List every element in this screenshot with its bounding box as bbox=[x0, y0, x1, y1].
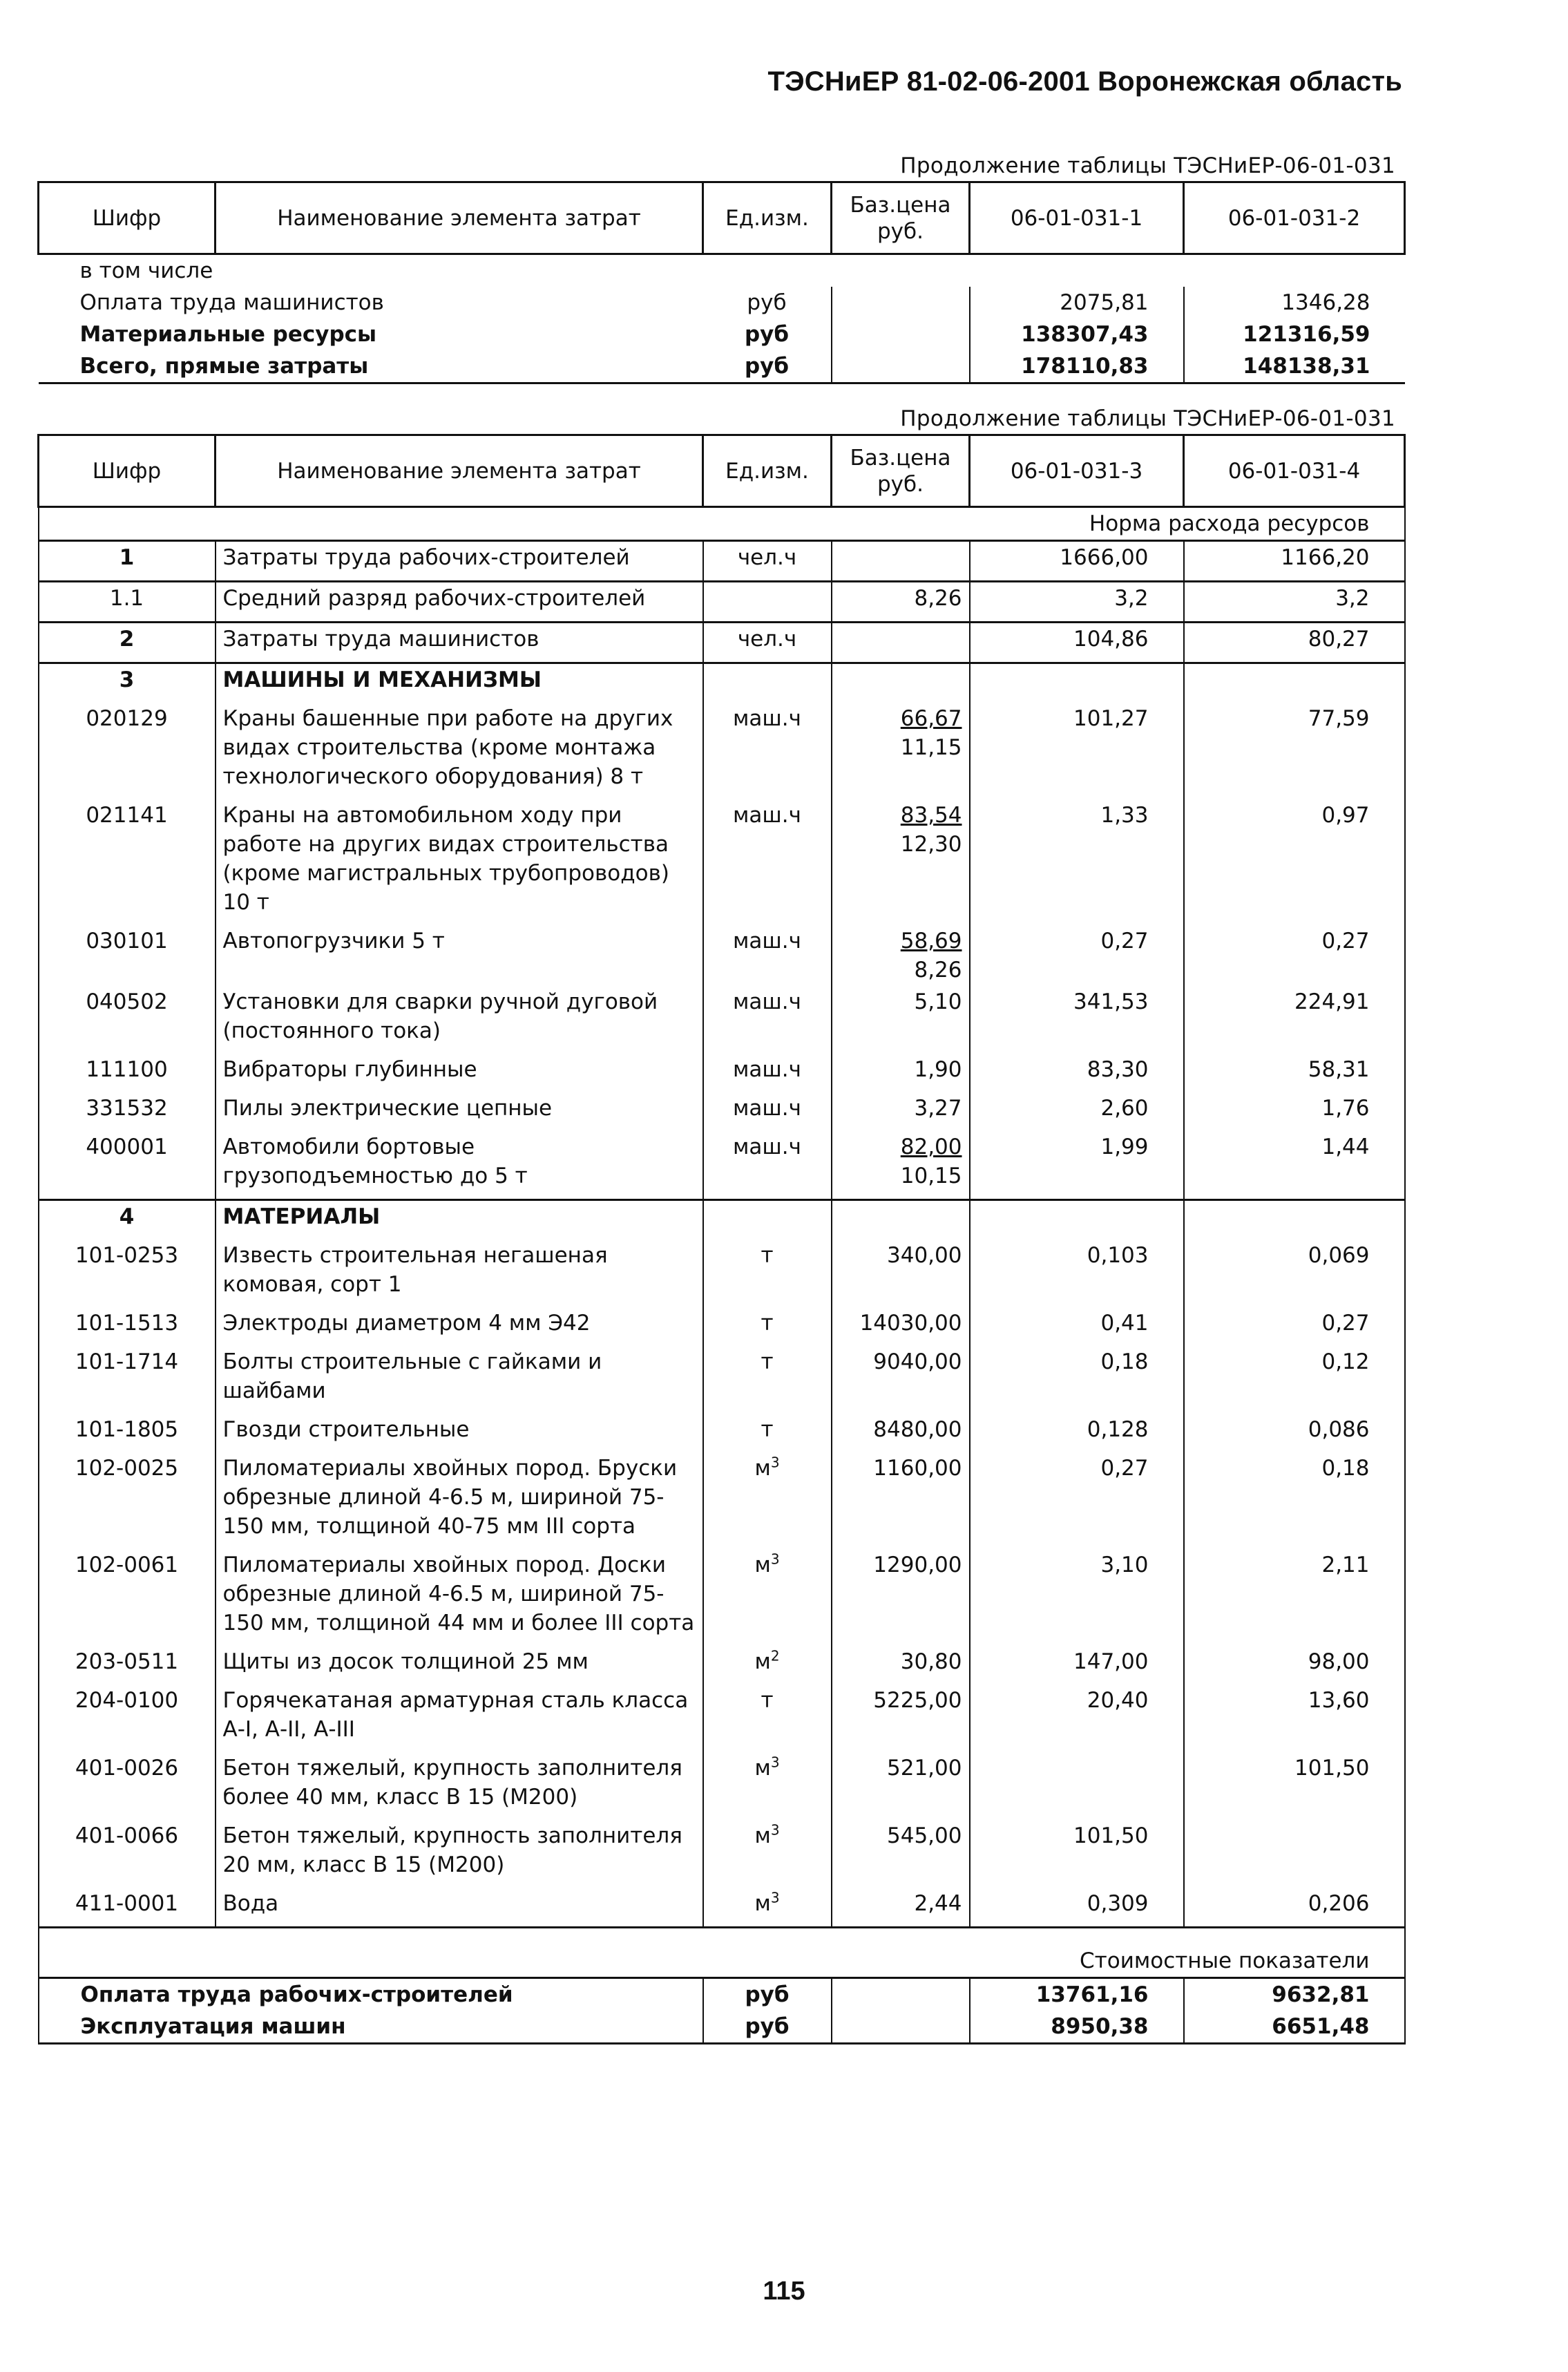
value-variant-3 bbox=[970, 1752, 1184, 1820]
table-row bbox=[39, 663, 1405, 703]
base-price: 340,00 bbox=[887, 1243, 962, 1268]
resource-code: 401-0066 bbox=[39, 1820, 216, 1888]
value-variant-4: 0,086 bbox=[1184, 1414, 1405, 1452]
resource-name: Электроды диаметром 4 мм Э42 bbox=[216, 1307, 703, 1346]
value-variant-3: 147,00 bbox=[970, 1646, 1184, 1685]
base-price-operator-wage: 10,15 bbox=[900, 1164, 962, 1188]
unit-text: м bbox=[754, 1891, 771, 1916]
unit-cell bbox=[703, 1092, 832, 1131]
value-variant-2: 148138,31 bbox=[1184, 350, 1405, 383]
table-row bbox=[39, 1092, 1405, 1131]
value-variant-3: 0,128 bbox=[970, 1414, 1184, 1452]
cost-item-name: Оплата труда машинистов bbox=[79, 290, 384, 315]
resource-name: Пиломатериалы хвойных пород. Доски обрезные длиной 4-6.5 м, шириной 75-150 мм, толщиной 44 мм и более III сорта bbox=[216, 1549, 703, 1646]
resource-code: 101-1714 bbox=[39, 1346, 216, 1414]
unit-cell bbox=[703, 1752, 832, 1820]
resource-code: 101-1513 bbox=[39, 1307, 216, 1346]
unit-text: маш.ч bbox=[733, 1057, 801, 1082]
value-variant-3: 0,18 bbox=[970, 1346, 1184, 1414]
base-price-cell bbox=[832, 287, 970, 319]
resource-table-2 bbox=[37, 434, 1406, 2044]
unit-cell bbox=[703, 1346, 832, 1414]
unit-cell bbox=[703, 1200, 832, 1240]
col-header-base-price: Баз.цена руб. bbox=[832, 435, 970, 507]
resource-code: 3 bbox=[39, 663, 216, 703]
unit-cell bbox=[703, 1240, 832, 1307]
unit-text: маш.ч bbox=[733, 706, 801, 731]
unit-text: чел.ч bbox=[737, 627, 797, 652]
value-variant-4: 13,60 bbox=[1184, 1685, 1405, 1752]
resource-code: 204-0100 bbox=[39, 1685, 216, 1752]
unit-cell: руб bbox=[703, 2011, 832, 2044]
resource-code: 331532 bbox=[39, 1092, 216, 1131]
table-row bbox=[39, 350, 1405, 383]
table-row bbox=[39, 1200, 1405, 1240]
table-row bbox=[39, 1054, 1405, 1092]
unit-exponent: 3 bbox=[770, 1889, 780, 1906]
value-variant-4: 1166,20 bbox=[1184, 541, 1405, 582]
table-row bbox=[39, 986, 1405, 1054]
table-row bbox=[39, 799, 1405, 925]
resource-code: 401-0026 bbox=[39, 1752, 216, 1820]
unit-text: маш.ч bbox=[733, 1135, 801, 1159]
resource-code: 4 bbox=[39, 1200, 216, 1240]
resource-name: Краны башенные при работе на других видах строительства (кроме монтажа технологического оборудования) 8 т bbox=[216, 703, 703, 799]
base-price-operator-wage: 8,26 bbox=[914, 958, 962, 983]
value-variant-3: 1,99 bbox=[970, 1131, 1184, 1200]
unit-text: т bbox=[761, 1349, 774, 1374]
unit-cell bbox=[703, 1888, 832, 1928]
unit-cell bbox=[703, 663, 832, 703]
unit-cell bbox=[703, 986, 832, 1054]
value-variant-4: 6651,48 bbox=[1184, 2011, 1405, 2044]
unit-text: чел.ч bbox=[737, 545, 797, 570]
base-price-cell bbox=[832, 1346, 970, 1414]
col-header-variant-3: 06-01-031-3 bbox=[970, 435, 1184, 507]
table-row bbox=[39, 582, 1405, 623]
table-row bbox=[39, 1452, 1405, 1549]
resource-name: Болты строительные с гайками и шайбами bbox=[216, 1346, 703, 1414]
base-price-operator-wage: 11,15 bbox=[900, 735, 962, 760]
value-variant-3: 1666,00 bbox=[970, 541, 1184, 582]
base-price: 5,10 bbox=[914, 989, 962, 1014]
value-variant-3: 101,50 bbox=[970, 1820, 1184, 1888]
value-variant-4: 1,76 bbox=[1184, 1092, 1405, 1131]
base-price: 3,27 bbox=[914, 1096, 962, 1121]
base-price-cell bbox=[832, 1131, 970, 1200]
base-price: 1290,00 bbox=[873, 1553, 962, 1577]
col-header-variant-2: 06-01-031-2 bbox=[1184, 182, 1405, 254]
unit-exponent: 3 bbox=[770, 1754, 780, 1771]
resource-code: 411-0001 bbox=[39, 1888, 216, 1928]
resource-code: 101-1805 bbox=[39, 1414, 216, 1452]
value-variant-3: 0,103 bbox=[970, 1240, 1184, 1307]
resource-code: 203-0511 bbox=[39, 1646, 216, 1685]
value-variant-4: 0,97 bbox=[1184, 799, 1405, 925]
base-price: 9040,00 bbox=[873, 1349, 962, 1374]
base-price: 2,44 bbox=[914, 1891, 962, 1916]
unit-cell bbox=[703, 925, 832, 986]
resource-name: Вода bbox=[216, 1888, 703, 1928]
resource-code: 020129 bbox=[39, 703, 216, 799]
resource-name: Краны на автомобильном ходу при работе на других видах строительства (кроме магистральных трубопроводов) 10 т bbox=[216, 799, 703, 925]
base-price-cell bbox=[832, 986, 970, 1054]
unit-cell bbox=[703, 1307, 832, 1346]
unit-cell: руб bbox=[703, 1978, 832, 2011]
unit-cell bbox=[703, 1820, 832, 1888]
table2-continuation-label: Продолжение таблицы ТЭСНиЕР-06-01-031 bbox=[900, 406, 1395, 431]
resource-name: Затраты труда рабочих-строителей bbox=[216, 541, 703, 582]
base-price: 1,90 bbox=[914, 1057, 962, 1082]
table-row bbox=[39, 1240, 1405, 1307]
resource-table-1 bbox=[37, 181, 1406, 384]
resource-name: Пиломатериалы хвойных пород. Бруски обрезные длиной 4-6.5 м, шириной 75-150 мм, толщиной 40-75 мм III сорта bbox=[216, 1452, 703, 1549]
resource-code: 111100 bbox=[39, 1054, 216, 1092]
base-price-cell bbox=[832, 1240, 970, 1307]
base-price-cell bbox=[832, 663, 970, 703]
unit-text: м bbox=[754, 1649, 771, 1674]
unit-text: т bbox=[761, 1688, 774, 1713]
resource-name: Затраты труда машинистов bbox=[216, 623, 703, 663]
resource-name: Вибраторы глубинные bbox=[216, 1054, 703, 1092]
value-variant-4: 0,27 bbox=[1184, 925, 1405, 986]
value-variant-4: 77,59 bbox=[1184, 703, 1405, 799]
resource-code: 030101 bbox=[39, 925, 216, 986]
unit-text: м bbox=[754, 1823, 771, 1848]
unit-exponent: 3 bbox=[770, 1821, 780, 1839]
col-header-code: Шифр bbox=[39, 435, 216, 507]
unit-text: м bbox=[754, 1553, 771, 1577]
unit-cell bbox=[703, 582, 832, 623]
value-variant-1: 2075,81 bbox=[970, 287, 1184, 319]
cost-item-name: Материальные ресурсы bbox=[79, 322, 377, 347]
resource-code: 1 bbox=[39, 541, 216, 582]
unit-exponent: 3 bbox=[770, 1550, 780, 1568]
unit-cell bbox=[703, 1414, 832, 1452]
value-variant-3: 83,30 bbox=[970, 1054, 1184, 1092]
section-norm-label: Норма расхода ресурсов bbox=[39, 507, 1405, 541]
base-price: 1160,00 bbox=[873, 1456, 962, 1481]
table-row bbox=[39, 1346, 1405, 1414]
value-variant-1: 178110,83 bbox=[970, 350, 1184, 383]
base-price: 30,80 bbox=[900, 1649, 962, 1674]
base-price-cell bbox=[832, 1888, 970, 1928]
unit-text: маш.ч bbox=[733, 803, 801, 828]
value-variant-4: 0,18 bbox=[1184, 1452, 1405, 1549]
total-row bbox=[39, 2011, 1405, 2044]
total-name: Оплата труда рабочих-строителей bbox=[39, 1978, 703, 2011]
total-row bbox=[39, 1978, 1405, 2011]
col-header-variant-4: 06-01-031-4 bbox=[1184, 435, 1405, 507]
value-variant-3: 104,86 bbox=[970, 623, 1184, 663]
unit-cell bbox=[703, 1549, 832, 1646]
unit-cell: руб bbox=[744, 322, 790, 347]
section-row bbox=[39, 507, 1405, 541]
unit-cell bbox=[703, 1054, 832, 1092]
unit-cell bbox=[703, 1452, 832, 1549]
base-price-cell bbox=[832, 1200, 970, 1240]
unit-text: м bbox=[754, 1456, 771, 1481]
value-variant-3 bbox=[970, 1200, 1184, 1240]
col-header-name: Наименование элемента затрат bbox=[216, 182, 703, 254]
base-price-cell bbox=[832, 623, 970, 663]
resource-code: 400001 bbox=[39, 1131, 216, 1200]
total-name: Эксплуатация машин bbox=[39, 2011, 703, 2044]
unit-cell bbox=[703, 541, 832, 582]
table-row bbox=[39, 1414, 1405, 1452]
value-variant-2: 1346,28 bbox=[1281, 290, 1370, 315]
value-variant-3: 20,40 bbox=[970, 1685, 1184, 1752]
base-price-cell bbox=[832, 1414, 970, 1452]
table-row bbox=[39, 703, 1405, 799]
value-variant-3: 3,10 bbox=[970, 1549, 1184, 1646]
unit-text: маш.ч bbox=[733, 989, 801, 1014]
table-row bbox=[39, 623, 1405, 663]
unit-cell bbox=[703, 1685, 832, 1752]
unit-text: маш.ч bbox=[733, 929, 801, 953]
resource-name: Бетон тяжелый, крупность заполнителя более 40 мм, класс В 15 (М200) bbox=[216, 1752, 703, 1820]
base-price-cell bbox=[832, 799, 970, 925]
col-header-unit: Ед.изм. bbox=[703, 435, 832, 507]
cost-item-name: Всего, прямые затраты bbox=[39, 350, 703, 383]
base-price-cell bbox=[832, 1307, 970, 1346]
resource-name: Пилы электрические цепные bbox=[216, 1092, 703, 1131]
value-variant-3: 3,2 bbox=[970, 582, 1184, 623]
base-price: 83,54 bbox=[900, 803, 962, 828]
resource-name: Гвозди строительные bbox=[216, 1414, 703, 1452]
resource-code: 102-0061 bbox=[39, 1549, 216, 1646]
col-header-name: Наименование элемента затрат bbox=[216, 435, 703, 507]
resource-name: Автомобили бортовые грузоподъемностью до 5 т bbox=[216, 1131, 703, 1200]
resource-code: 021141 bbox=[39, 799, 216, 925]
base-price-cell bbox=[832, 1092, 970, 1131]
table-row bbox=[39, 254, 1405, 287]
base-price-cell bbox=[832, 319, 970, 350]
value-variant-4: 224,91 bbox=[1184, 986, 1405, 1054]
resource-name: Установки для сварки ручной дуговой (постоянного тока) bbox=[216, 986, 703, 1054]
value-variant-4: 80,27 bbox=[1184, 623, 1405, 663]
value-variant-3: 2,60 bbox=[970, 1092, 1184, 1131]
resource-name: Средний разряд рабочих-строителей bbox=[216, 582, 703, 623]
value-variant-4 bbox=[1184, 663, 1405, 703]
resource-name: Автопогрузчики 5 т bbox=[216, 925, 703, 986]
table-row bbox=[39, 1888, 1405, 1928]
value-variant-4: 9632,81 bbox=[1184, 1978, 1405, 2011]
value-variant-3: 0,41 bbox=[970, 1307, 1184, 1346]
base-price: 66,67 bbox=[900, 706, 962, 731]
page-number: 115 bbox=[763, 2277, 805, 2306]
base-price-cell bbox=[832, 2011, 970, 2044]
base-price: 8,26 bbox=[914, 586, 962, 611]
unit-cell bbox=[703, 799, 832, 925]
unit-text: м bbox=[754, 1756, 771, 1781]
value-variant-3: 8950,38 bbox=[970, 2011, 1184, 2044]
value-variant-4: 101,50 bbox=[1184, 1752, 1405, 1820]
value-variant-3: 101,27 bbox=[970, 703, 1184, 799]
value-variant-3: 13761,16 bbox=[970, 1978, 1184, 2011]
value-variant-4 bbox=[1184, 1820, 1405, 1888]
col-header-code: Шифр bbox=[39, 182, 216, 254]
base-price: 14030,00 bbox=[859, 1311, 962, 1336]
table-row bbox=[39, 319, 1405, 350]
base-price: 8480,00 bbox=[873, 1417, 962, 1442]
resource-code: 040502 bbox=[39, 986, 216, 1054]
unit-cell: руб bbox=[747, 290, 787, 315]
section-cost-label: Стоимостные показатели bbox=[39, 1928, 1405, 1978]
base-price-cell bbox=[832, 1752, 970, 1820]
value-variant-4: 3,2 bbox=[1184, 582, 1405, 623]
resource-name: МАТЕРИАЛЫ bbox=[216, 1200, 703, 1240]
value-variant-4: 0,12 bbox=[1184, 1346, 1405, 1414]
unit-cell bbox=[703, 1646, 832, 1685]
value-variant-2: 121316,59 bbox=[1243, 322, 1370, 347]
base-price-operator-wage: 12,30 bbox=[900, 832, 962, 857]
col-header-variant-1: 06-01-031-1 bbox=[970, 182, 1184, 254]
unit-text: т bbox=[761, 1311, 774, 1336]
unit-cell bbox=[703, 703, 832, 799]
resource-name: МАШИНЫ И МЕХАНИЗМЫ bbox=[216, 663, 703, 703]
base-price-cell bbox=[832, 1054, 970, 1092]
base-price: 58,69 bbox=[900, 929, 962, 953]
resource-code: 101-0253 bbox=[39, 1240, 216, 1307]
value-variant-4: 2,11 bbox=[1184, 1549, 1405, 1646]
table-row bbox=[39, 1549, 1405, 1646]
base-price-cell bbox=[832, 1978, 970, 2011]
base-price-cell bbox=[832, 582, 970, 623]
value-variant-3: 0,27 bbox=[970, 1452, 1184, 1549]
value-variant-4 bbox=[1184, 1200, 1405, 1240]
value-variant-3: 0,27 bbox=[970, 925, 1184, 986]
table-row bbox=[39, 1131, 1405, 1200]
value-variant-3: 0,309 bbox=[970, 1888, 1184, 1928]
table1-continuation-label: Продолжение таблицы ТЭСНиЕР-06-01-031 bbox=[900, 153, 1395, 178]
unit-text: т bbox=[761, 1417, 774, 1442]
table-row bbox=[39, 1685, 1405, 1752]
table-row bbox=[39, 1307, 1405, 1346]
table-row bbox=[39, 925, 1405, 986]
value-variant-4: 0,27 bbox=[1184, 1307, 1405, 1346]
unit-cell bbox=[703, 623, 832, 663]
resource-code: 102-0025 bbox=[39, 1452, 216, 1549]
unit-exponent: 2 bbox=[770, 1647, 780, 1664]
base-price-cell bbox=[832, 350, 970, 383]
value-variant-4: 98,00 bbox=[1184, 1646, 1405, 1685]
value-variant-3: 1,33 bbox=[970, 799, 1184, 925]
unit-cell bbox=[703, 1131, 832, 1200]
value-variant-3 bbox=[970, 663, 1184, 703]
base-price-cell bbox=[832, 925, 970, 986]
table-row bbox=[39, 541, 1405, 582]
col-header-unit: Ед.изм. bbox=[703, 182, 832, 254]
value-variant-3: 341,53 bbox=[970, 986, 1184, 1054]
resource-code: 2 bbox=[39, 623, 216, 663]
resource-name: Бетон тяжелый, крупность заполнителя 20 мм, класс В 15 (М200) bbox=[216, 1820, 703, 1888]
resource-name: Щиты из досок толщиной 25 мм bbox=[216, 1646, 703, 1685]
row-caption: в том числе bbox=[79, 258, 213, 283]
value-variant-4: 0,069 bbox=[1184, 1240, 1405, 1307]
unit-text: т bbox=[761, 1243, 774, 1268]
base-price-cell bbox=[832, 1820, 970, 1888]
unit-cell: руб bbox=[703, 350, 832, 383]
base-price: 521,00 bbox=[887, 1756, 962, 1781]
base-price-cell bbox=[832, 541, 970, 582]
base-price-cell bbox=[832, 703, 970, 799]
base-price: 82,00 bbox=[900, 1135, 962, 1159]
section-row bbox=[39, 1928, 1405, 1978]
col-header-base-price: Баз.цена руб. bbox=[832, 182, 970, 254]
base-price-cell bbox=[832, 1549, 970, 1646]
value-variant-4: 0,206 bbox=[1184, 1888, 1405, 1928]
base-price: 545,00 bbox=[887, 1823, 962, 1848]
value-variant-1: 138307,43 bbox=[970, 319, 1184, 350]
base-price-cell bbox=[832, 1685, 970, 1752]
base-price-cell bbox=[832, 1646, 970, 1685]
resource-code: 1.1 bbox=[39, 582, 216, 623]
unit-text: маш.ч bbox=[733, 1096, 801, 1121]
base-price: 5225,00 bbox=[873, 1688, 962, 1713]
base-price-cell bbox=[832, 1452, 970, 1549]
value-variant-4: 58,31 bbox=[1184, 1054, 1405, 1092]
table-row bbox=[39, 287, 1405, 319]
resource-name: Известь строительная негашеная комовая, сорт 1 bbox=[216, 1240, 703, 1307]
value-variant-4: 1,44 bbox=[1184, 1131, 1405, 1200]
resource-name: Горячекатаная арматурная сталь класса А-I, А-II, А-III bbox=[216, 1685, 703, 1752]
table-row bbox=[39, 1646, 1405, 1685]
table-row bbox=[39, 1752, 1405, 1820]
unit-exponent: 3 bbox=[770, 1454, 780, 1471]
document-header: ТЭСНиЕР 81-02-06-2001 Воронежская область bbox=[767, 66, 1402, 97]
table-row bbox=[39, 1820, 1405, 1888]
